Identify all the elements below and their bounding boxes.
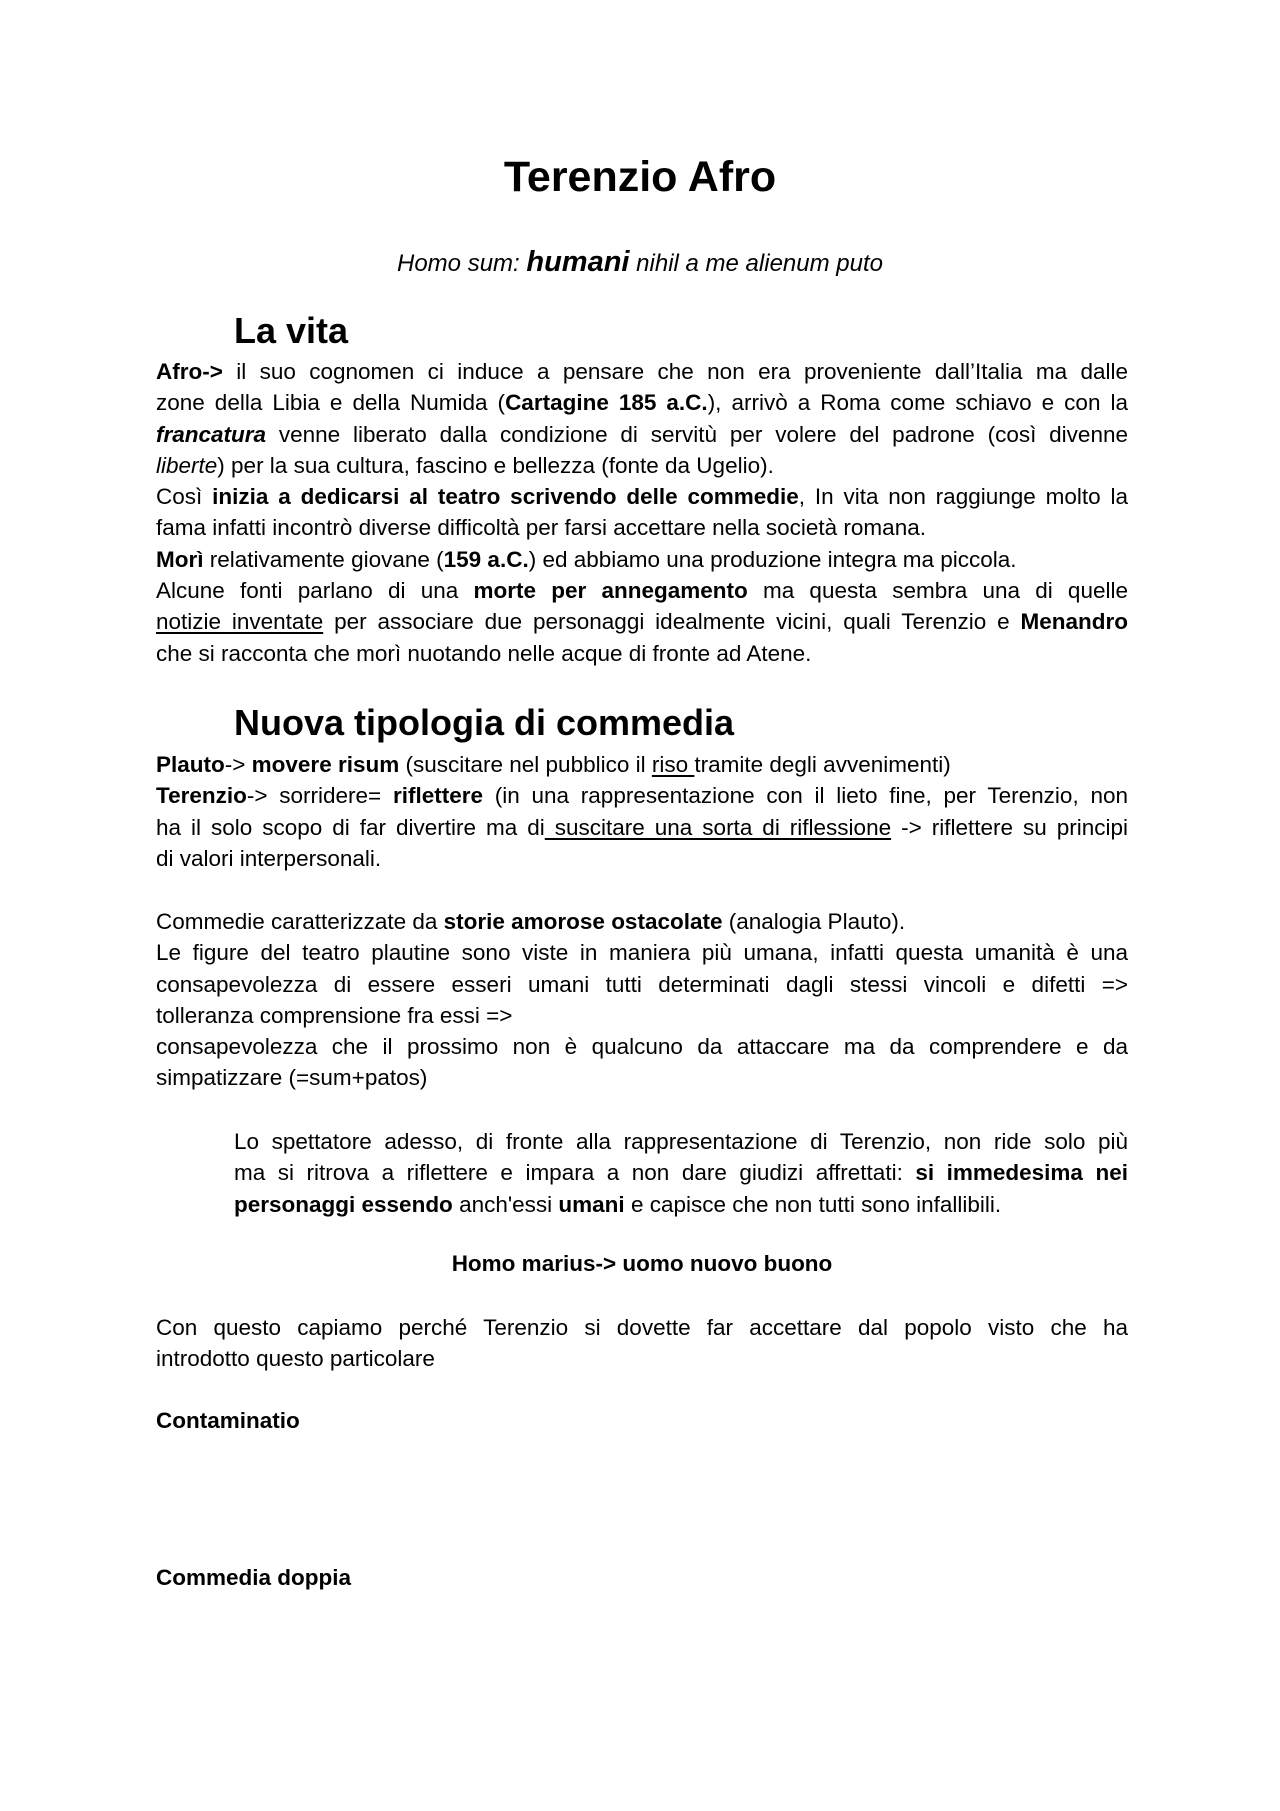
text-line: consapevolezza di essere esseri umani tutti determinati dagli stessi vincoli e difetti => (156, 971, 1128, 997)
paragraph-vita (156, 356, 1128, 669)
text-line: ma si ritrova a riflettere e impara a non dare giudizi affrettati: si immedesima nei (234, 1160, 1128, 1186)
text-line: Con questo capiamo perché Terenzio si dovette far accettare dal popolo visto che ha (156, 1315, 1128, 1340)
text-line: Plauto-> movere risum (suscitare nel pubblico il riso tramite degli avvenimenti) (156, 752, 951, 777)
text-line: ha il solo scopo di far divertire ma di suscitare una sorta di riflessione -> riflettere su principi (156, 814, 1128, 840)
paragraph-commedie (156, 906, 1128, 1094)
text-line: Così inizia a dedicarsi al teatro scrivendo delle commedie, In vita non raggiunge molto la (156, 484, 1128, 510)
text-line: Commedie caratterizzate da storie amorose ostacolate (analogia Plauto). (156, 909, 906, 934)
motto-pre: Homo sum: (397, 250, 527, 277)
text-line: tolleranza comprensione fra essi => (156, 1002, 513, 1028)
paragraph-conclusione (156, 1312, 1128, 1375)
document-title: Terenzio Afro (503, 153, 777, 201)
text-line: consapevolezza che il prossimo non è qualcuno da attaccare ma da comprendere e da (156, 1034, 1128, 1060)
text-line: simpatizzare (=sum+patos) (156, 1065, 428, 1091)
text-line: introdotto questo particolare (156, 1346, 435, 1372)
motto-strong: humani (526, 246, 630, 278)
heading-nuova-tipologia: Nuova tipologia di commedia (234, 702, 735, 743)
text-line: Lo spettatore adesso, di fronte alla rappresentazione di Terenzio, non ride solo più (234, 1129, 1128, 1154)
text-line: fama infatti incontrò diverse difficoltà per farsi accettare nella società romana. (156, 515, 926, 541)
text-line: di valori interpersonali. (156, 845, 382, 871)
heading-contaminatio: Contaminatio (156, 1408, 300, 1433)
homo-marius-line: Homo marius-> uomo nuovo buono (451, 1251, 833, 1276)
text-line: personaggi essendo anch'essi umani e capisce che non tutti sono infallibili. (234, 1191, 1002, 1217)
motto-post: nihil a me alienum puto (629, 250, 883, 277)
text-line: Afro-> il suo cognomen ci induce a pensare che non era proveniente dall’Italia ma dalle (156, 359, 1128, 384)
text-line: Le figure del teatro plautine sono viste in maniera più umana, infatti questa umanità è una (156, 940, 1128, 966)
heading-commedia-doppia: Commedia doppia (156, 1565, 352, 1590)
heading-la-vita: La vita (234, 310, 349, 351)
text-line: Morì relativamente giovane (159 a.C.) ed abbiamo una produzione integra ma piccola. (156, 546, 1017, 572)
paragraph-plauto-terenzio (156, 749, 1128, 874)
text-line: Alcune fonti parlano di una morte per annegamento ma questa sembra una di quelle (156, 578, 1128, 604)
text-line: zone della Libia e della Numida (Cartagine 185 a.C.), arrivò a Roma come schiavo e con la (156, 390, 1128, 416)
text-line: notizie inventate per associare due personaggi idealmente vicini, quali Terenzio e Menandro (156, 609, 1128, 635)
text-line: che si racconta che morì nuotando nelle acque di fronte ad Atene. (156, 640, 812, 666)
paragraph-spettatore (234, 1126, 1128, 1220)
text-line: liberte) per la sua cultura, fascino e bellezza (fonte da Ugelio). (156, 452, 774, 478)
text-line: Terenzio-> sorridere= riflettere (in una rappresentazione con il lieto fine, per Terenzio, non (156, 783, 1128, 809)
text-line: francatura venne liberato dalla condizione di servitù per volere del padrone (così divenne (156, 421, 1128, 447)
motto-quote (0, 246, 1280, 280)
